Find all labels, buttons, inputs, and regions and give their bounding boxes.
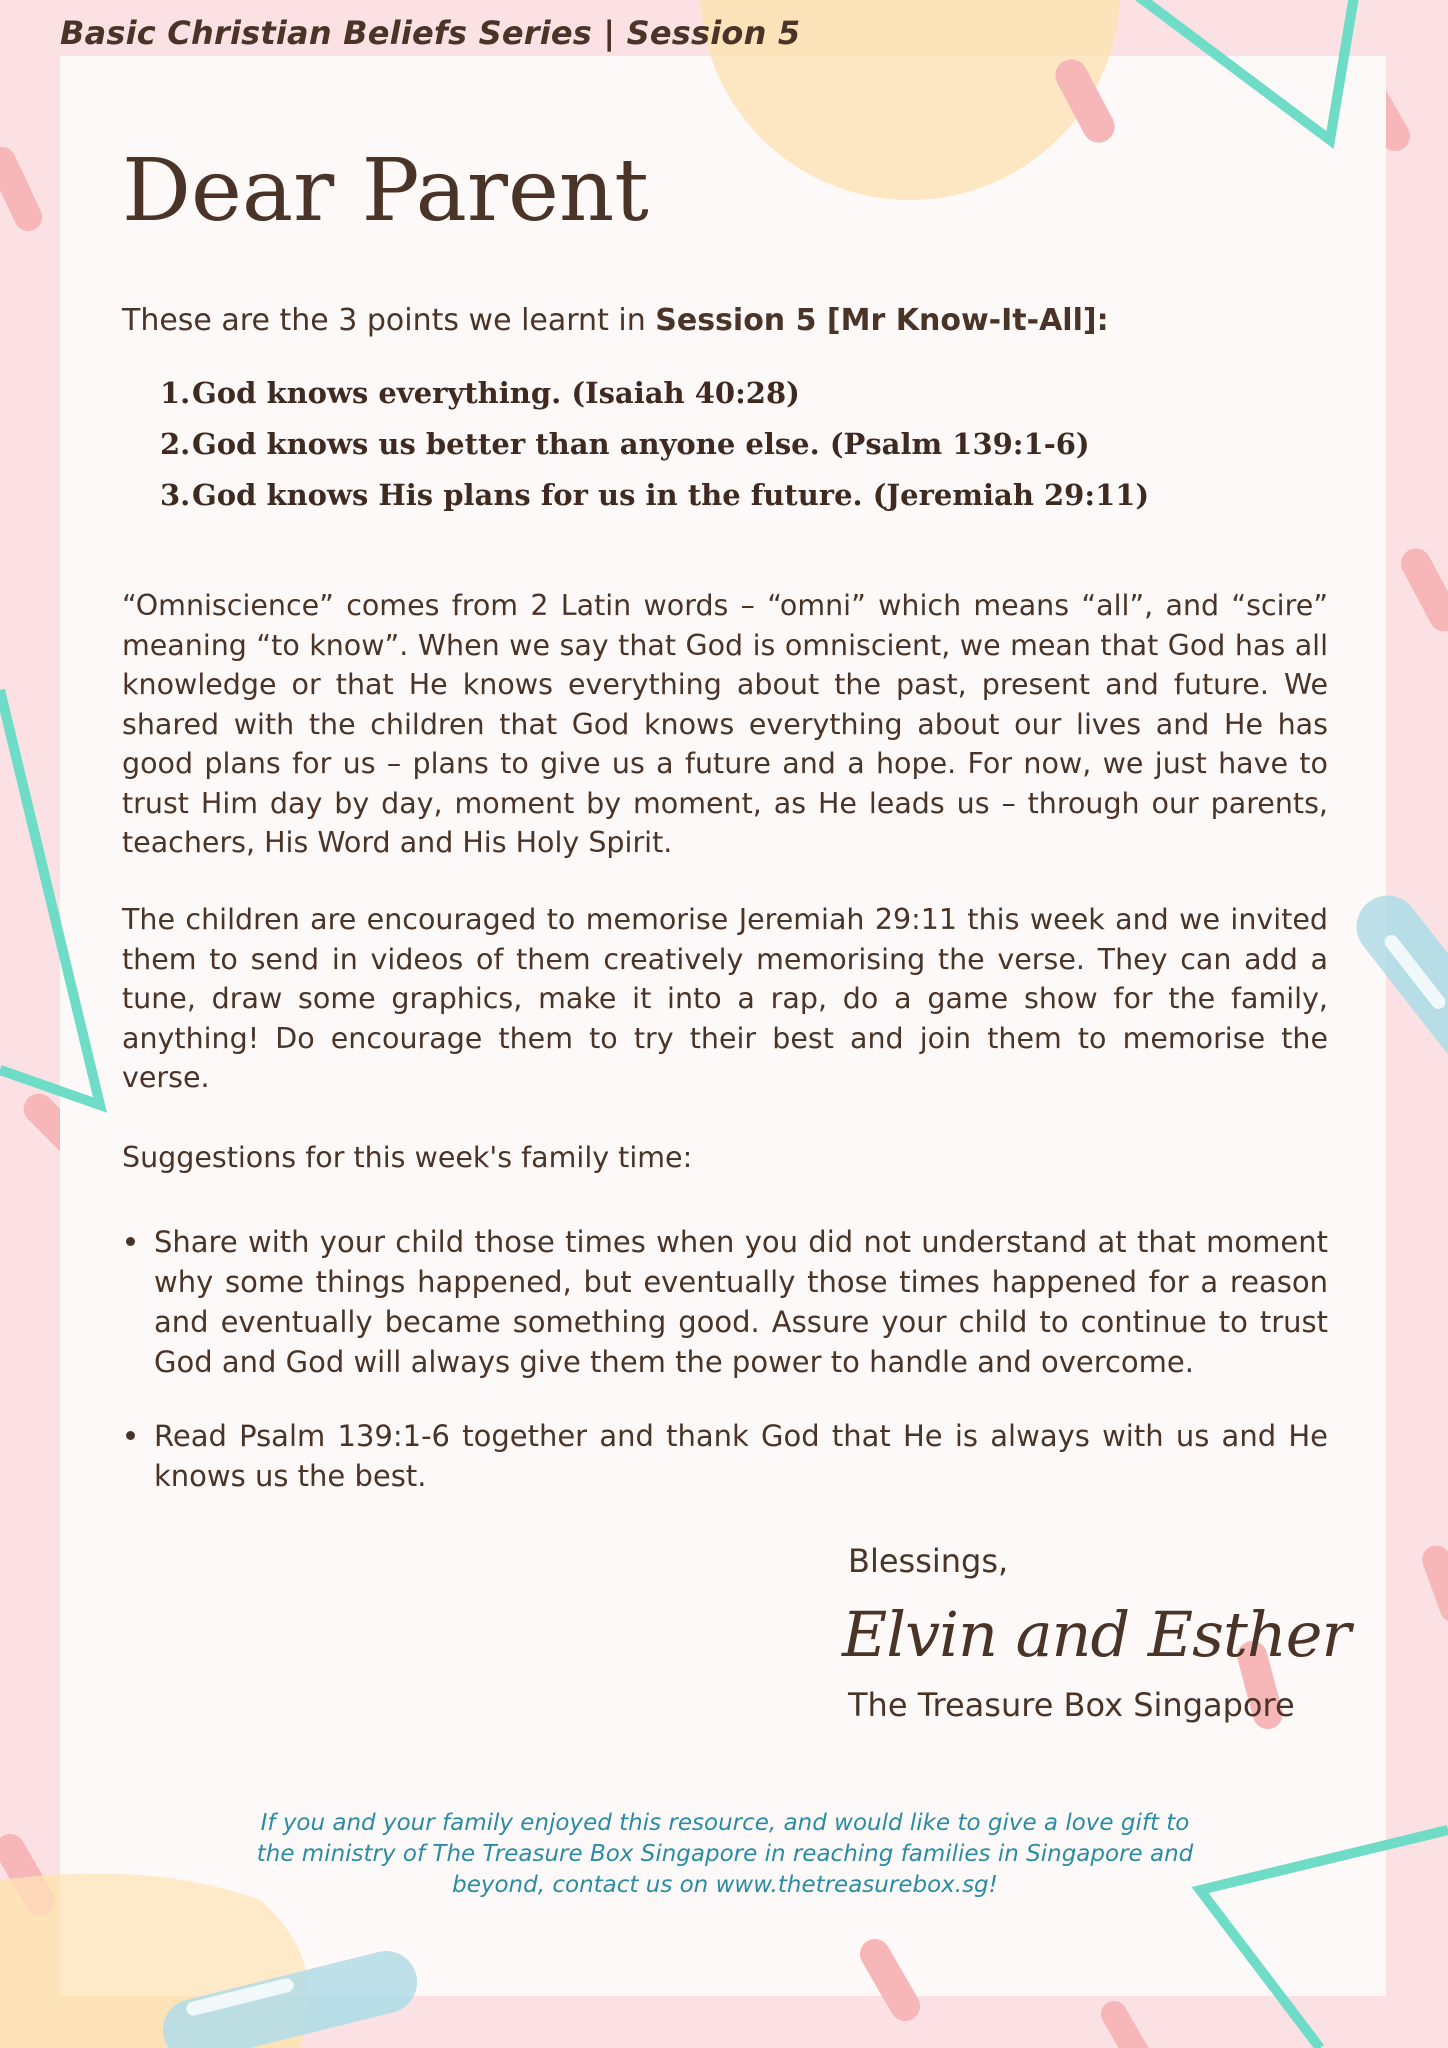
point-text: God knows everything. (Isaiah 40:28) xyxy=(192,376,800,410)
memorise-paragraph: The children are encouraged to memorise Jeremiah 29:11 this week and we invited them to send in videos of them creatively memorising the verse. They can add a tune, draw some graphics, make it into a rap, do a game show for the family, anything! Do encourage them to try their best and join them to memorise the verse. xyxy=(122,903,1328,1094)
list-item: Share with your child those times when you did not understand at that moment why some things happened, but eventually those times happened for a reason and eventually became something good. Assure your child to continue to trust God and God will always give them the power to handle and overcome. xyxy=(122,1222,1328,1382)
closing-greeting: Blessings, xyxy=(848,1542,1009,1580)
suggestions-list xyxy=(122,1222,1328,1530)
point-number: 1. xyxy=(160,376,191,410)
intro-lead: These are the 3 points we learnt in xyxy=(122,303,656,338)
omniscience-paragraph: “Omniscience” comes from 2 Latin words – “omni” which means “all”, and “scire” meaning “to know”. When we say that God is omniscient, we mean that God has all knowledge or that He knows everything about the past, present and future. We shared with the children that God knows everything about our lives and He has good plans for us – plans to give us a future and a hope. For now, we just have to trust Him day by day, moment by moment, as He leads us – through our parents, teachers, His Word and His Holy Spirit. xyxy=(122,589,1328,859)
list-item: Read Psalm 139:1-6 together and thank God that He is always with us and He knows us the best. xyxy=(122,1416,1328,1496)
blue-capsule xyxy=(1344,883,1448,1079)
point-number: 2. xyxy=(160,427,191,461)
pink-capsule xyxy=(1096,1996,1154,2048)
list-item xyxy=(160,419,1149,470)
point-text: God knows us better than anyone else. (Psalm 139:1-6) xyxy=(192,427,1090,461)
learning-points xyxy=(160,368,1149,521)
teal-triangle-outline xyxy=(0,690,100,1105)
signature: Elvin and Esther xyxy=(842,1598,1351,1671)
list-item xyxy=(160,368,1149,419)
intro-line xyxy=(122,303,1109,338)
organization-name: The Treasure Box Singapore xyxy=(848,1686,1295,1724)
footer-note: If you and your family enjoyed this resource, and would like to give a love gift to the ministry of The Treasure Box Singapore in reaching families in Singapore and beyond, contact us on www.thetreasurebox.sg! xyxy=(256,1810,1194,1898)
point-text: God knows His plans for us in the future. (Jeremiah 29:11) xyxy=(192,478,1150,512)
suggestions-heading: Suggestions for this week's family time: xyxy=(122,1141,693,1174)
series-header: Basic Christian Beliefs Series | Session 5 xyxy=(60,14,801,52)
pink-capsule xyxy=(855,1934,926,2027)
list-item xyxy=(160,470,1149,521)
point-number: 3. xyxy=(160,478,191,512)
session-name: Session 5 [Mr Know-It-All]: xyxy=(655,303,1109,338)
teal-triangle-outline xyxy=(1130,0,1355,140)
teal-triangle-outline xyxy=(1200,1830,1448,2048)
page-title: Dear Parent xyxy=(122,141,649,241)
